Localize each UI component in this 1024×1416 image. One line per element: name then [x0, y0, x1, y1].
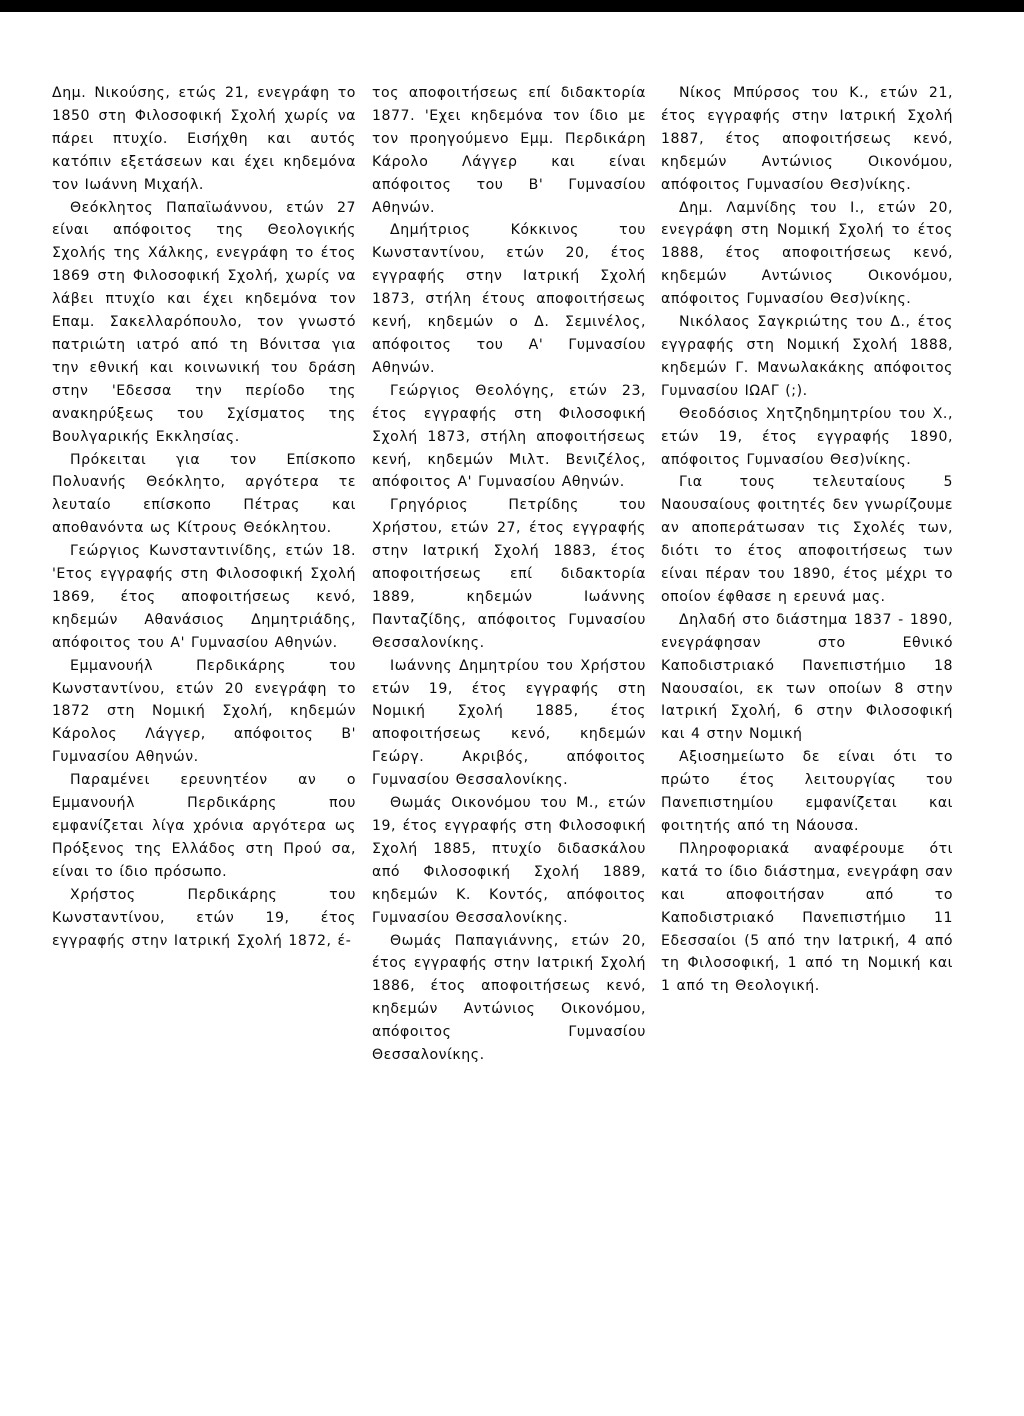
- paragraph: Νικόλαος Σαγκριώτης του Δ., έτος εγγραφής στη Νομική Σχολή 1888, κηδεμών Γ. Μανωλακάκης απόφοιτος Γυμνασίου ΙΩΑΓ (;).: [661, 314, 953, 399]
- paragraph: Παραμένει ερευνητέον αν ο Εμμανουήλ Περδικάρης που εμφανίζεται λίγα χρόνια αργότερα ως Πρόξενος της Ελλάδος στη Πρού σα, είναι το ίδιο πρόσωπο.: [52, 772, 356, 880]
- paragraph: Θεόκλητος Παπαϊωάννου, ετών 27 είναι απόφοιτος της Θεολογικής Σχολής της Χάλκης, ενεγράφη το έτος 1869 στη Φιλοσοφική Σχολή, χωρίς να λάβει πτυχίο και έχει κηδεμόνα τον Επαμ. Σακελλαρόπουλο, τον γνωστό πατριώτη ιατρό από τη Βόνιτσα για την εθνική και κοινωνική του δράση στην 'Εδεσσα την περίοδο της ανακηρύξεως του Σχίσματος της Βουλγαρικής Εκκλησίας.: [52, 199, 356, 445]
- paragraph: Για τους τελευταίους 5 Ναουσαίους φοιτητές δεν γνωρίζουμε αν αποπεράτωσαν τις Σχολές των, διότι το έτος αποφοιτήσεως των είναι πέραν του 1890, έτος μέχρι το οποίον έφθασε η ερευνά μας.: [661, 474, 953, 605]
- paragraph: Θωμάς Οικονόμου του Μ., ετών 19, έτος εγγραφής στη Φιλοσοφική Σχολή 1885, πτυχίο διδασκάλου από Φιλοσοφική Σχολή 1889, κηδεμών Κ. Κοντός, απόφοιτος Γυμνασίου Θεσσαλονίκης.: [372, 795, 646, 926]
- paragraph: Δημ. Νικούσης, ετώς 21, ενεγράφη το 1850 στη Φιλοσοφική Σχολή χωρίς να πάρει πτυχίο. Εισήχθη και αυτός κατόπιν εξετάσεων και έχει κηδεμόνα τον Ιωάννη Μιχαήλ.: [52, 85, 356, 193]
- paragraph: Δημ. Λαμνίδης του Ι., ετών 20, ενεγράφη στη Νομική Σχολή το έτος 1888, έτος αποφοιτήσεως κενό, κηδεμών Αντώνιος Οικονόμου, απόφοιτος Γυμνασίου Θεσ)νίκης.: [661, 199, 953, 308]
- paragraph: Θεοδόσιος Χητζηδημητρίου του Χ., ετών 19, έτος εγγραφής 1890, απόφοιτος Γυμνασίου Θεσ)νίκης.: [661, 405, 953, 468]
- paragraph: Αξιοσημείωτο δε είναι ότι το πρώτο έτος λειτουργίας του Πανεπιστημίου εμφανίζεται και φοιτητής από τη Νάουσα.: [661, 749, 953, 834]
- paragraph: Δηλαδή στο διάστημα 1837 - 1890, ενεγράφησαν στο Εθνικό Καποδιστριακό Πανεπιστήμιο 18 Ναουσαίοι, εκ των οποίων 8 στην Ιατρική Σχολή, 6 στην Φιλοσοφική και 4 στην Νομική: [661, 611, 953, 743]
- text-column-right: [661, 82, 953, 998]
- paragraph: τος αποφοιτήσεως επί διδακτορία 1877. 'Εχει κηδεμόνα τον ίδιο με τον προηγούμενο Εμμ. Περδικάρη Κάρολο Λάγγερ και είναι απόφοιτος του Β' Γυμνασίου Αθηνών.: [372, 85, 646, 216]
- paragraph: Γρηγόριος Πετρίδης του Χρήστου, ετών 27, έτος εγγραφής στην Ιατρική Σχολή 1883, έτος αποφοιτήσεως επί διδακτορία 1889, κηδεμών Ιωάννης Πανταζίδης, απόφοιτος Γυμνασίου Θεσσαλονίκης.: [372, 497, 646, 651]
- paragraph: Γεώργιος Κωνσταντινίδης, ετών 18. 'Ετος εγγραφής στη Φιλοσοφική Σχολή 1869, έτος αποφοιτήσεως κενό, κηδεμών Αθανάσιος Δημητριάδης, απόφοιτος του Α' Γυμνασίου Αθηνών.: [52, 543, 356, 651]
- scan-top-border: [0, 0, 1024, 12]
- paragraph: Εμμανουήλ Περδικάρης του Κωνσταντίνου, ετών 20 ενεγράφη το 1872 στη Νομική Σχολή, κηδεμών Κάρολος Λάγγερ, απόφοιτος Β' Γυμνασίου Αθηνών.: [52, 657, 356, 766]
- paragraph: Ιωάννης Δημητρίου του Χρήστου ετών 19, έτος εγγραφής στη Νομική Σχολή 1885, έτος αποφοιτήσεως κενό, κηδεμών Γεώργ. Ακριβός, απόφοιτος Γυμνασίου Θεσσαλονίκης.: [372, 657, 646, 789]
- paragraph: Θωμάς Παπαγιάννης, ετών 20, έτος εγγραφής στην Ιατρική Σχολή 1886, έτος αποφοιτήσεως κενό, κηδεμών Αντώνιος Οικονόμου, απόφοιτος Γυμνασίου Θεσσαλονίκης.: [372, 932, 646, 1064]
- paragraph: Χρήστος Περδικάρης του Κωνσταντίνου, ετών 19, έτος εγγραφής στην Ιατρική Σχολή 1872, έ-: [52, 886, 356, 949]
- text-column-middle: [372, 82, 646, 1067]
- paragraph: Νίκος Μπύρσος του Κ., ετών 21, έτος εγγραφής στην Ιατρική Σχολή 1887, έτος αποφοιτήσεως κενό, κηδεμών Αντώνιος Οικονόμου, απόφοιτος Γυμνασίου Θεσ)νίκης.: [661, 85, 953, 193]
- paragraph: Πληροφοριακά αναφέρουμε ότι κατά το ίδιο διάστημα, ενεγράφη σαν και αποφοιτήσαν από το Καποδιστριακό Πανεπιστήμιο 11 Εδεσσαίοι (5 από την Ιατρική, 4 από τη Φιλοσοφική, 1 από τη Νομική και 1 από τη Θεολογική.: [661, 840, 953, 995]
- paragraph: Δημήτριος Κόκκινος του Κωνσταντίνου, ετών 20, έτος εγγραφής στην Ιατρική Σχολή 1873, στήλη έτους αποφοιτήσεως κενή, κηδεμών ο Δ. Σεμινέλος, απόφοιτος του Α' Γυμνασίου Αθηνών.: [372, 222, 646, 376]
- paragraph: Γεώργιος Θεολόγης, ετών 23, έτος εγγραφής στη Φιλοσοφική Σχολή 1873, στήλη αποφοιτήσεως κενή, κηδεμών Μιλτ. Βενιζέλος, απόφοιτος Α' Γυμνασίου Αθηνών.: [372, 382, 646, 491]
- text-column-left: [52, 82, 356, 952]
- paragraph: Πρόκειται για τον Επίσκοπο Πολυανής Θεόκλητο, αργότερα τε λευταίο επίσκοπο Πέτρας και αποθανόντα ως Κίτρους Θεόκλητου.: [52, 451, 356, 537]
